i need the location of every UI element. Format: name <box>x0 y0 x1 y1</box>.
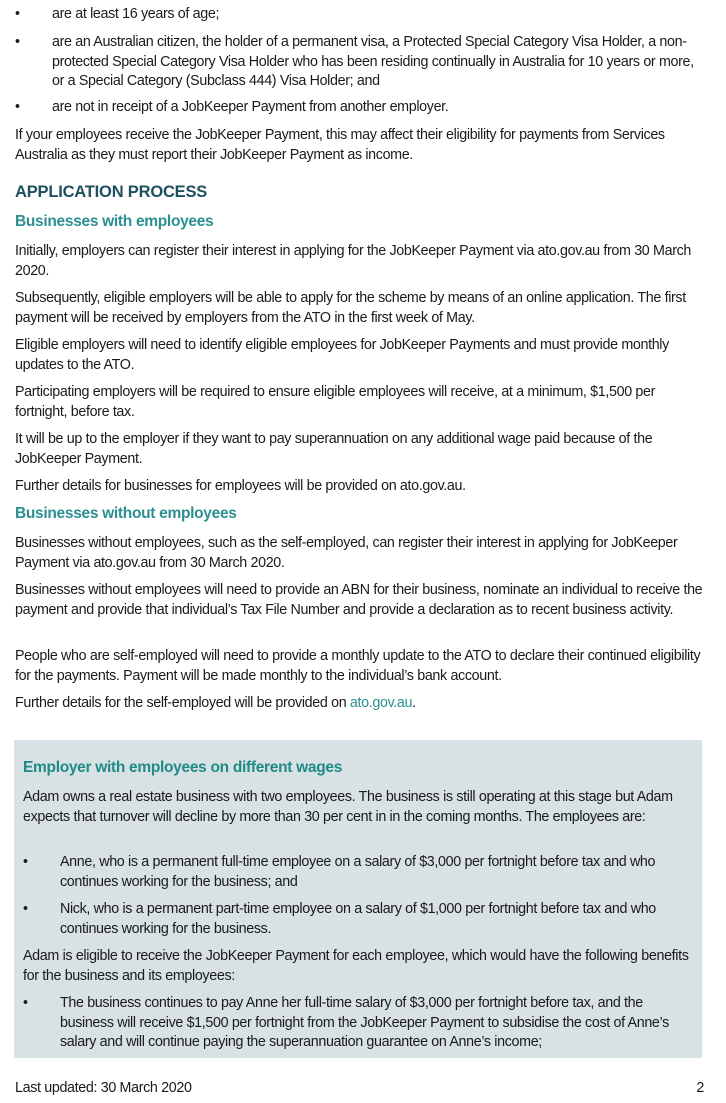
paragraph: Further details for businesses for employees will be provided on ato.gov.au. <box>15 478 466 494</box>
eligibility-bullet <box>15 33 705 92</box>
paragraph: Eligible employers will need to identify eligible employees for JobKeeper Payments and must provide monthly updates to the ATO. <box>15 337 669 373</box>
bullet-icon: • <box>15 99 20 115</box>
paragraph: People who are self-employed will need to provide a monthly update to the ATO to declare their continued eligibility for the payments. Payment will be made monthly to the individual’s bank account. <box>15 648 701 684</box>
bullet-text: Nick, who is a permanent part-time employee on a salary of $1,000 per fortnight before tax and who continues working for the business. <box>60 901 656 937</box>
eligibility-bullet <box>15 5 705 25</box>
bullet-text: The business continues to pay Anne her full-time salary of $3,000 per fortnight before tax, and the business will receive $1,500 per fortnight from the JobKeeper Payment to subsidise the cost of Anne’s salary and will continue paying the superannuation guarantee on Anne’s income; <box>60 995 669 1050</box>
example-box <box>14 740 702 1058</box>
bullet-icon: • <box>15 34 20 50</box>
section-heading-application-process: APPLICATION PROCESS <box>15 183 208 201</box>
paragraph: Businesses without employees, such as the self-employed, can register their interest in applying for JobKeeper Payment via ato.gov.au from 30 March 2020. <box>15 535 678 571</box>
employee-bullet <box>23 900 695 939</box>
paragraph-text: . <box>412 695 416 711</box>
page-number: 2 <box>696 1080 704 1096</box>
bullet-text: are at least 16 years of age; <box>52 6 220 22</box>
paragraph: Subsequently, eligible employers will be able to apply for the scheme by means of an online application. The first payment will be received by employers from the ATO in the first week of May. <box>15 290 686 326</box>
subheading-without-employees: Businesses without employees <box>15 505 237 522</box>
paragraph-text: Further details for the self-employed will be provided on <box>15 695 350 711</box>
employee-bullet <box>23 853 695 892</box>
example-intro: Adam owns a real estate business with two employees. The business is still operating at this stage but Adam expects that turnover will decline by more than 30 per cent in in the coming months. The employees are: <box>23 789 673 825</box>
paragraph: Initially, employers can register their interest in applying for the JobKeeper Payment via ato.gov.au from 30 March 2020. <box>15 243 692 279</box>
last-updated: Last updated: 30 March 2020 <box>15 1080 192 1096</box>
example-eligibility: Adam is eligible to receive the JobKeeper Payment for each employee, which would have the following benefits for the business and its employees: <box>23 948 689 984</box>
bullet-icon: • <box>23 901 28 917</box>
ato-link[interactable]: ato.gov.au <box>349 695 413 711</box>
subheading-with-employees: Businesses with employees <box>15 213 214 230</box>
bullet-icon: • <box>15 6 20 22</box>
bullet-text: are not in receipt of a JobKeeper Payment from another employer. <box>52 99 449 115</box>
paragraph-final <box>15 694 705 714</box>
bullet-text: are an Australian citizen, the holder of a permanent visa, a Protected Special Category Visa Holder, a non-protected Special Category Visa Holder who has been residing continually in Australia for 10 years or more, or a Special Category (Subclass 444) Visa Holder; and <box>52 34 694 89</box>
bullet-icon: • <box>23 854 28 870</box>
bullet-text: Anne, who is a permanent full-time employee on a salary of $3,000 per fortnight before tax and who continues working for the business; and <box>60 854 656 890</box>
intro-note: If your employees receive the JobKeeper Payment, this may affect their eligibility for payments from Services Australia as they must report their JobKeeper Payment as income. <box>15 127 665 163</box>
paragraph: Participating employers will be required to ensure eligible employees will receive, at a minimum, $1,500 per fortnight, before tax. <box>15 384 656 420</box>
example-heading: Employer with employees on different wages <box>23 759 343 776</box>
benefit-bullet <box>23 994 695 1053</box>
paragraph: It will be up to the employer if they want to pay superannuation on any additional wage paid because of the JobKeeper Payment. <box>15 431 653 467</box>
bullet-icon: • <box>23 995 28 1011</box>
paragraph: Businesses without employees will need to provide an ABN for their business, nominate an individual to receive the payment and provide that individual’s Tax File Number and provide a declaration as to recent business activity. <box>15 582 703 618</box>
eligibility-bullet <box>15 98 705 118</box>
